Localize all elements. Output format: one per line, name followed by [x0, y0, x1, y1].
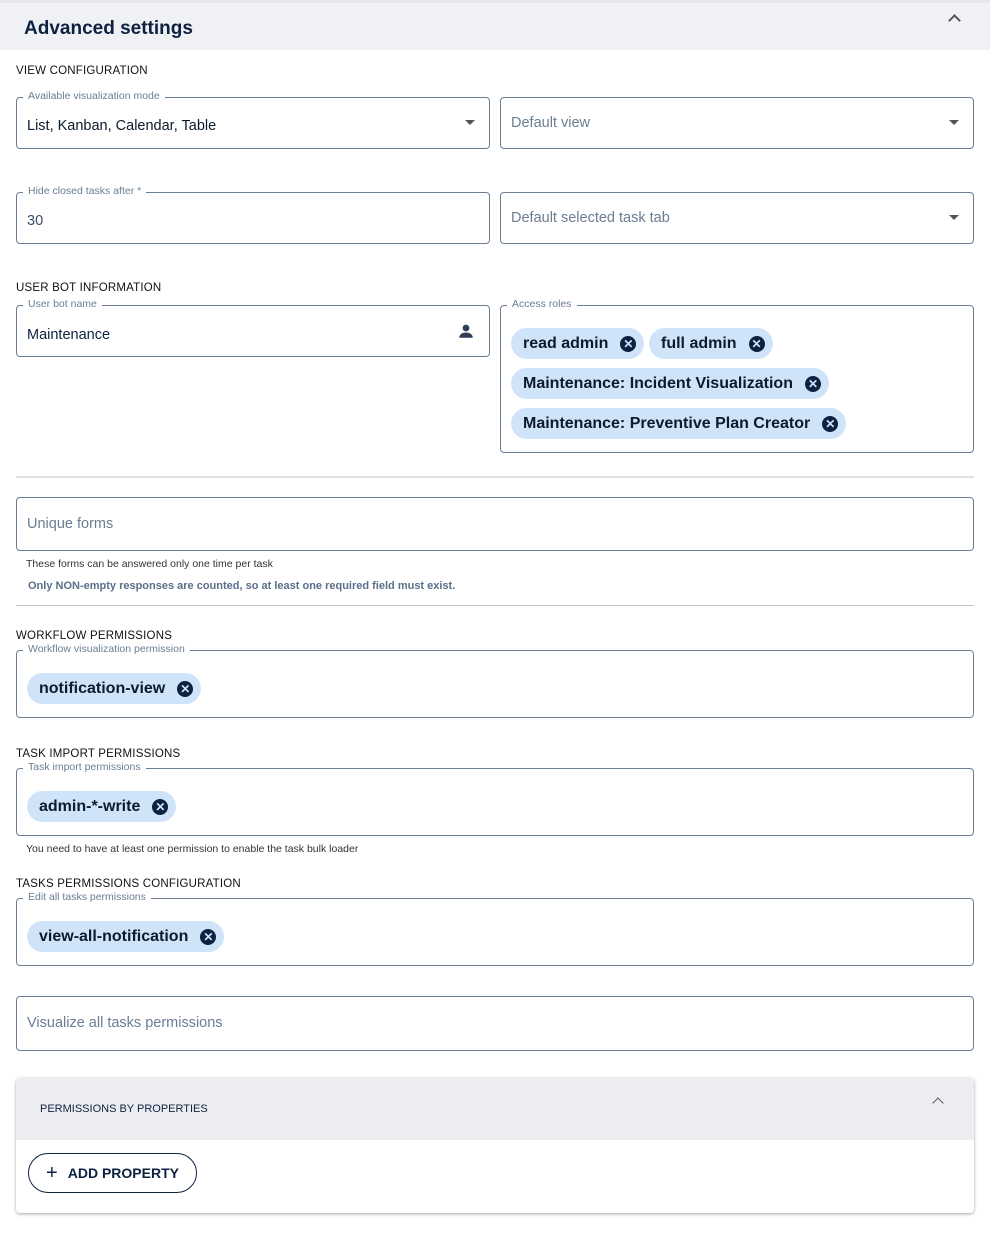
task-import-permission-input[interactable] [16, 761, 974, 836]
field-label: Available visualization mode [23, 90, 165, 102]
remove-chip-icon[interactable]: ✕ [822, 416, 838, 432]
task-import-help: You need to have at least one permission to enable the task bulk loader [26, 843, 359, 855]
permission-chip: view-all-notification ✕ [27, 921, 224, 952]
dropdown-arrow-icon [949, 120, 959, 125]
dropdown-arrow-icon [465, 120, 475, 125]
role-chip: read admin ✕ [511, 328, 644, 359]
divider [16, 605, 974, 606]
permission-chip: admin-*-write ✕ [27, 791, 176, 822]
workflow-permission-input[interactable] [16, 643, 974, 718]
dropdown-arrow-icon [949, 215, 959, 220]
section-view-configuration: VIEW CONFIGURATION [16, 65, 148, 77]
panel-title: PERMISSIONS BY PROPERTIES [40, 1103, 208, 1115]
field-value: 30 [27, 213, 44, 229]
remove-chip-icon[interactable]: ✕ [805, 376, 821, 392]
panel-header[interactable] [16, 1078, 974, 1140]
visualize-all-tasks-permission-input[interactable] [16, 996, 974, 1051]
unique-forms-input[interactable] [16, 497, 974, 551]
unique-forms-help: These forms can be answered only one time per task [26, 558, 273, 570]
field-label: User bot name [23, 298, 102, 310]
access-roles-input[interactable] [500, 298, 974, 453]
default-view-select[interactable] [500, 97, 974, 149]
section-tasks-permissions: TASKS PERMISSIONS CONFIGURATION [16, 878, 241, 890]
button-label: ADD PROPERTY [67, 1165, 179, 1181]
remove-chip-icon[interactable]: ✕ [620, 336, 636, 352]
plus-icon: + [46, 1161, 58, 1184]
field-label: Edit all tasks permissions [23, 891, 151, 903]
hide-closed-tasks-input[interactable] [16, 185, 490, 244]
section-user-bot: USER BOT INFORMATION [16, 282, 162, 294]
field-label: Hide closed tasks after * [23, 185, 146, 197]
field-value: List, Kanban, Calendar, Table [27, 118, 217, 134]
add-property-button[interactable] [28, 1153, 197, 1193]
role-chip: Maintenance: Preventive Plan Creator ✕ [511, 408, 846, 439]
field-label: Workflow visualization permission [23, 643, 190, 655]
role-chip: full admin ✕ [649, 328, 773, 359]
field-label: Access roles [507, 298, 577, 310]
permissions-by-properties-panel [16, 1078, 974, 1213]
advanced-settings-header[interactable] [0, 0, 990, 50]
field-label: Task import permissions [23, 761, 146, 773]
chevron-up-icon[interactable] [948, 14, 961, 27]
field-placeholder: Visualize all tasks permissions [27, 1015, 223, 1031]
remove-chip-icon[interactable]: ✕ [200, 929, 216, 945]
page-title: Advanced settings [24, 18, 193, 39]
field-placeholder: Default selected task tab [511, 210, 670, 226]
remove-chip-icon[interactable]: ✕ [749, 336, 765, 352]
remove-chip-icon[interactable]: ✕ [177, 681, 193, 697]
section-workflow: WORKFLOW PERMISSIONS [16, 630, 173, 642]
person-icon [457, 322, 475, 340]
role-chip: Maintenance: Incident Visualization ✕ [511, 368, 829, 399]
section-task-import: TASK IMPORT PERMISSIONS [16, 748, 181, 760]
unique-forms-note: Only NON-empty responses are counted, so at least one required field must exist. [28, 580, 456, 592]
divider [16, 476, 974, 478]
user-bot-name-input[interactable] [16, 298, 490, 357]
field-placeholder: Default view [511, 115, 590, 131]
visualization-mode-select[interactable] [16, 90, 490, 149]
permission-chip: notification-view ✕ [27, 673, 201, 704]
edit-all-tasks-permission-input[interactable] [16, 891, 974, 966]
field-placeholder: Unique forms [27, 516, 114, 532]
default-task-tab-select[interactable] [500, 192, 974, 244]
remove-chip-icon[interactable]: ✕ [152, 799, 168, 815]
field-value: Maintenance [27, 327, 111, 343]
chevron-up-icon[interactable] [932, 1097, 943, 1108]
